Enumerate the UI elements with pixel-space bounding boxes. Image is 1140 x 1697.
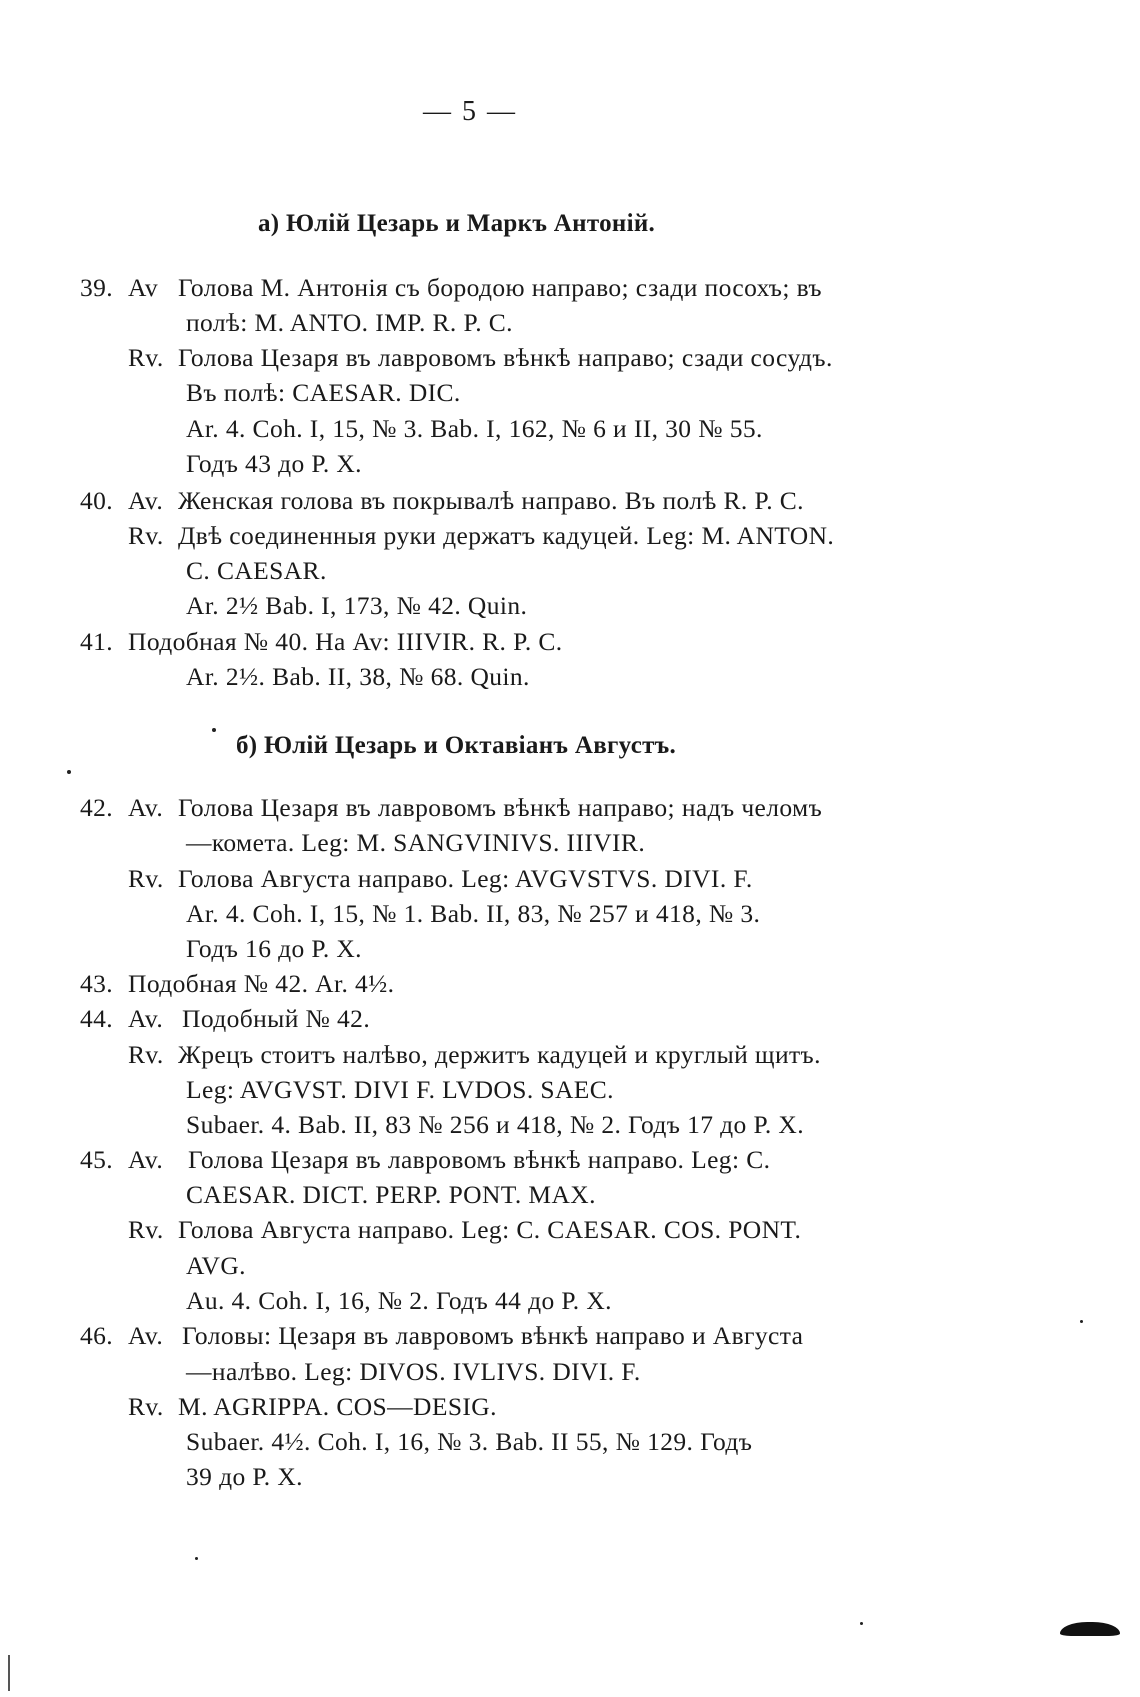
entry-text: Leg: AVGVST. DIVI F. LVDOS. SAEC.	[186, 1075, 614, 1104]
coin-side-label: Av.	[128, 1145, 164, 1174]
scan-speck	[212, 728, 216, 732]
entry-text: Подобный № 42.	[182, 1004, 371, 1033]
entry-text: Голова Цезаря въ лавровомъ вѣнкѣ направо; надъ челомъ	[178, 793, 823, 822]
entry-number: 44.	[80, 1004, 114, 1033]
coin-side-label: Av.	[128, 1321, 164, 1350]
entry-text: AVG.	[186, 1251, 246, 1280]
entry-text: C. CAESAR.	[186, 556, 327, 585]
coin-side-label: Rv.	[128, 864, 164, 893]
section-heading-a: а) Юлій Цезарь и Маркъ Антоній.	[258, 210, 656, 237]
entry-text: Ar. 2½. Bab. II, 38, № 68. Quin.	[186, 662, 530, 691]
entry-text: Subaer. 4½. Coh. I, 16, № 3. Bab. II 55, № 129. Годъ	[186, 1427, 753, 1456]
entry-text: полѣ: M. ANTO. IMP. R. P. C.	[186, 308, 513, 337]
scan-speck	[195, 1557, 198, 1560]
entry-text: Subaer. 4. Bab. II, 83 № 256 и 418, № 2. Годъ 17 до Р. Х.	[186, 1110, 805, 1139]
entry-text: —налѣво. Leg: DIVOS. IVLIVS. DIVI. F.	[186, 1357, 641, 1386]
entry-text: Голова Цезаря въ лавровомъ вѣнкѣ направо; сзади сосудъ.	[178, 343, 833, 372]
entry-text: Ar. 2½ Bab. I, 173, № 42. Quin.	[186, 591, 528, 620]
coin-side-label: Rv.	[128, 1040, 164, 1069]
entry-text: Головы: Цезаря въ лавровомъ вѣнкѣ направо и Августа	[182, 1321, 804, 1350]
entry-text: Голова Цезаря въ лавровомъ вѣнкѣ направо. Leg: C.	[188, 1145, 771, 1174]
coin-side-label: Av	[128, 273, 159, 302]
entry-text: Жрецъ стоитъ налѣво, держитъ кадуцей и круглый щитъ.	[178, 1040, 821, 1069]
entry-number: 43.	[80, 969, 114, 998]
coin-side-label: Rv.	[128, 1215, 164, 1244]
entry-text: Годъ 43 до Р. Х.	[186, 449, 362, 478]
entry-number: 39.	[80, 273, 114, 302]
scan-speck	[67, 770, 71, 774]
scan-speck	[1080, 1320, 1083, 1323]
entry-number: 42.	[80, 793, 114, 822]
entry-text: Голова М. Антонія съ бородою направо; сзади посохъ; въ	[178, 273, 823, 302]
coin-side-label: Av.	[128, 1004, 164, 1033]
entry-text: Въ полѣ: CAESAR. DIC.	[186, 378, 461, 407]
coin-side-label: Rv.	[128, 521, 164, 550]
coin-side-label: Rv.	[128, 343, 164, 372]
entry-text: Годъ 16 до Р. Х.	[186, 934, 362, 963]
entry-text: Подобная № 40. На Av: IIIVIR. R. P. C.	[128, 627, 563, 656]
ink-blot	[1060, 1622, 1120, 1636]
entry-text: Женская голова въ покрывалѣ направо. Въ полѣ R. P. C.	[178, 486, 804, 515]
entry-text: Двѣ соединенныя руки держатъ кадуцей. Leg: M. ANTON.	[178, 521, 835, 550]
entry-text: CAESAR. DICT. PERP. PONT. MAX.	[186, 1180, 596, 1209]
scan-edge-mark	[8, 1655, 10, 1691]
entry-text: 39 до Р. Х.	[186, 1462, 303, 1491]
entry-number: 45.	[80, 1145, 114, 1174]
coin-side-label: Av.	[128, 486, 164, 515]
entry-number: 41.	[80, 627, 114, 656]
coin-side-label: Rv.	[128, 1392, 164, 1421]
entry-number: 40.	[80, 486, 114, 515]
entry-text: —комета. Leg: M. SANGVINIVS. IIIVIR.	[186, 828, 646, 857]
section-heading-b: б) Юлій Цезарь и Октавіанъ Августъ.	[236, 732, 677, 759]
entry-text: Ar. 4. Coh. I, 15, № 3. Bab. I, 162, № 6 и II, 30 № 55.	[186, 414, 763, 443]
entry-text: M. AGRIPPA. COS—DESIG.	[178, 1392, 497, 1421]
entry-number: 46.	[80, 1321, 114, 1350]
scan-speck	[860, 1622, 863, 1625]
page-number: — 5 —	[423, 96, 517, 127]
coin-side-label: Av.	[128, 793, 164, 822]
entry-text: Голова Августа направо. Leg: C. CAESAR. COS. PONT.	[178, 1215, 802, 1244]
entry-text: Ar. 4. Coh. I, 15, № 1. Bab. II, 83, № 257 и 418, № 3.	[186, 899, 761, 928]
entry-text: Голова Августа направо. Leg: AVGVSTVS. DIVI. F.	[178, 864, 753, 893]
entry-text: Au. 4. Coh. I, 16, № 2. Годъ 44 до Р. Х.	[186, 1286, 612, 1315]
entry-text: Подобная № 42. Ar. 4½.	[128, 969, 395, 998]
